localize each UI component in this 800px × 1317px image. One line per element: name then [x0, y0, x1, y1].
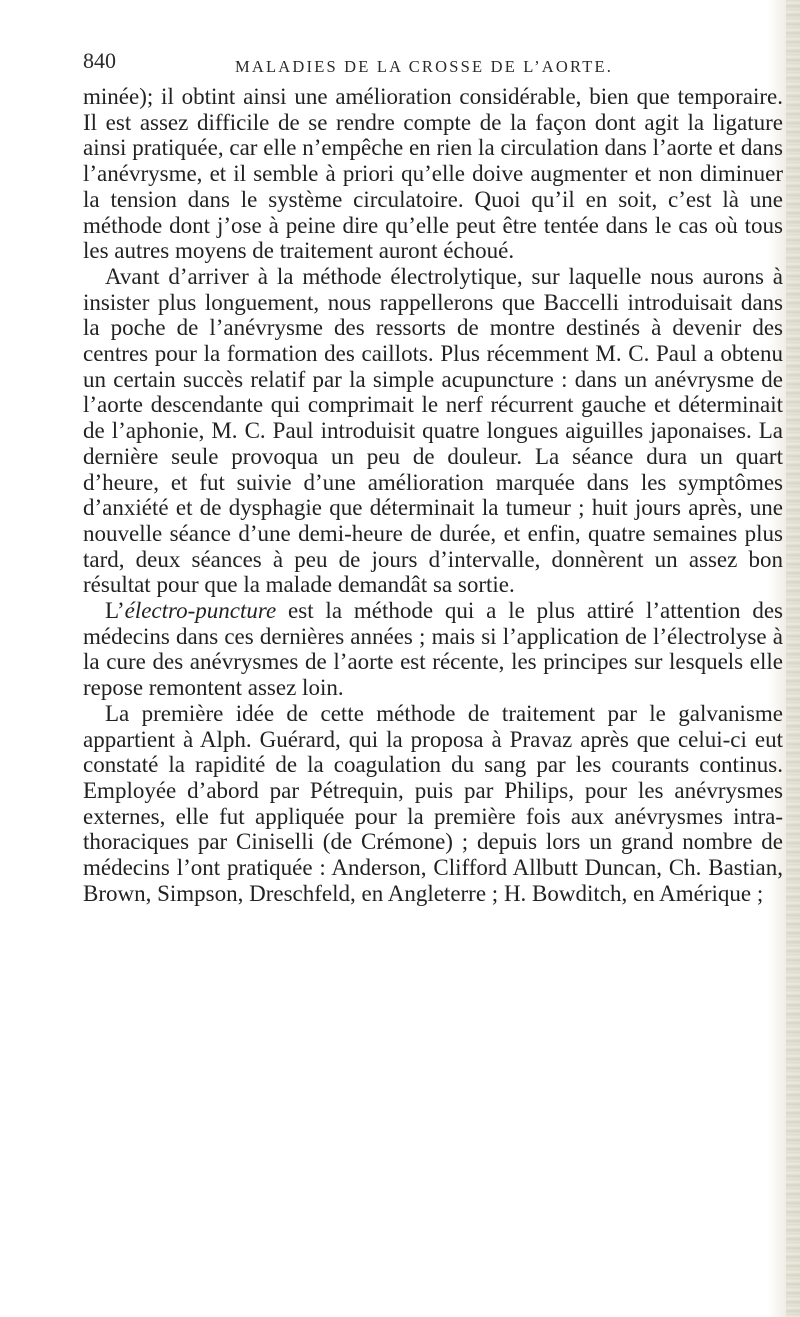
paragraph-3 [83, 598, 783, 701]
page-header [83, 48, 783, 82]
paragraph-3-lead: L’ [105, 598, 125, 624]
paragraph-4: La première idée de cette méthode de traitement par le galvanisme appartient à Alph. Guérard, qui la proposa à Pravaz après que celui-ci eut constaté la rapidité de la coagulation du sang par les courants continus. Employée d’abord par Pétrequin, puis par Philips, pour les anévrysmes externes, elle fut appliquée pour la première fois aux anévrysmes intra-thoraciques par Ciniselli (de Crémone) ; depuis lors un grand nombre de médecins l’ont pratiquée : Anderson, Clifford Allbutt Duncan, Ch. Bastian, Brown, Simpson, Dreschfeld, en Angleterre ; H. Bowditch, en Amérique ; [83, 700, 783, 906]
paragraph-3-emphasis: électro-puncture [124, 598, 277, 624]
page-edge-shadow [786, 0, 800, 1317]
paragraph-3-rest: est la méthode qui a le plus attiré l’attention des médecins dans ces dernières années ; mais si l’application de l’électrolyse à la cure des anévrysmes de l’aorte est récente, les principes sur lesquels elle repose remontent assez loin. [83, 598, 783, 701]
running-title: MALADIES DE LA CROSSE DE L’AORTE. [235, 57, 614, 76]
body-text [83, 84, 783, 907]
paragraph-2: Avant d’arriver à la méthode électrolytique, sur laquelle nous aurons à insister plus longuement, nous rappellerons que Baccelli introduisait dans la poche de l’anévrysme des ressorts de montre destinés à devenir des centres pour la formation des caillots. Plus récemment M. C. Paul a obtenu un certain succès relatif par la simple acupuncture : dans un anévrysme de l’aorte descendante qui comprimait le nerf récurrent gauche et déterminait de l’aphonie, M. C. Paul introduisit quatre longues aiguilles japonaises. La dernière seule provoqua un peu de douleur. La séance dura un quart d’heure, et fut suivie d’une amélioration marquée dans les symptômes d’anxiété et de dysphagie que déterminait la tumeur ; huit jours après, une nouvelle séance d’une demi-heure de durée, et enfin, quatre semaines plus tard, deux séances à peu de jours d’intervalle, donnèrent un assez bon résultat pour que la malade demandât sa sortie. [83, 263, 783, 598]
page-number: 840 [83, 48, 116, 73]
paragraph-1: minée); il obtint ainsi une amélioration considérable, bien que temporaire. Il est assez difficile de se rendre compte de la façon dont agit la ligature ainsi pratiquée, car elle n’empêche en rien la circulation dans l’aorte et dans l’anévrysme, et il semble à priori qu’elle doive augmenter et non diminuer la tension dans le système circulatoire. Quoi qu’il en soit, c’est là une méthode dont j’ose à peine dire qu’elle peut être tentée dans le cas où tous les autres moyens de traitement auront échoué. [83, 84, 783, 264]
